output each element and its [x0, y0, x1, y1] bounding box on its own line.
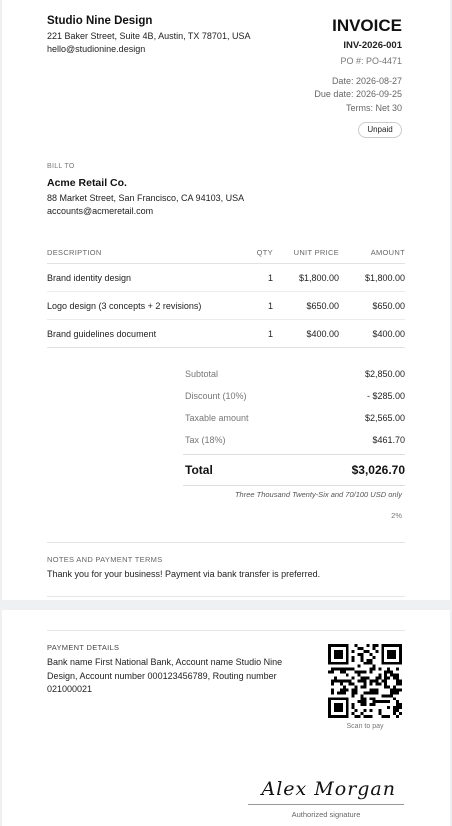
item-amount: $1,800.00 — [364, 273, 405, 283]
table-row — [47, 292, 405, 320]
discount-label: Discount (10%) — [185, 391, 247, 401]
payment-divider — [47, 630, 405, 631]
payment-terms: Terms: Net 30 — [345, 103, 402, 113]
item-description: Brand guidelines document — [47, 329, 157, 339]
grand-total-row — [183, 454, 405, 486]
company-name: Studio Nine Design — [47, 15, 153, 27]
header-description: DESCRIPTION — [47, 248, 102, 257]
line-items-table — [47, 240, 405, 348]
taxable-label: Taxable amount — [185, 413, 249, 423]
table-row — [47, 320, 405, 348]
amount-in-words: Three Thousand Twenty-Six and 70/100 USD only — [234, 490, 402, 499]
signature: Alex Morgan — [261, 778, 396, 800]
notes-label: NOTES AND PAYMENT TERMS — [47, 555, 163, 564]
invoice-date: Date: 2026-08-27 — [331, 76, 402, 86]
notes-divider — [47, 542, 405, 543]
signature-line — [248, 804, 404, 805]
item-qty: 1 — [267, 301, 273, 311]
taxable-row — [183, 408, 405, 430]
item-qty: 1 — [267, 329, 273, 339]
item-qty: 1 — [267, 273, 273, 283]
bill-to-address: 88 Market Street, San Francisco, CA 94103, USA — [47, 193, 245, 203]
total-label: Total — [185, 463, 213, 477]
invoice-page-1 — [2, 0, 450, 600]
invoice-number: INV-2026-001 — [343, 40, 402, 51]
due-date: Due date: 2026-09-25 — [314, 89, 402, 99]
notes-text: Thank you for your business! Payment via bank transfer is preferred. — [47, 569, 321, 579]
discount-row — [183, 386, 405, 408]
po-number: PO #: PO-4471 — [340, 56, 402, 66]
bill-to-label: BILL TO — [47, 163, 75, 170]
tax-value: $461.70 — [372, 435, 405, 445]
taxable-value: $2,565.00 — [364, 413, 405, 423]
bill-to-name: Acme Retail Co. — [47, 177, 127, 189]
header-amount: AMOUNT — [370, 248, 405, 257]
item-unit-price: $1,800.00 — [298, 273, 339, 283]
total-value: $3,026.70 — [351, 463, 405, 477]
page-bottom-divider — [47, 596, 405, 597]
tax-label: Tax (18%) — [185, 435, 226, 445]
subtotal-value: $2,850.00 — [364, 369, 405, 379]
signature-caption: Authorized signature — [291, 810, 361, 819]
tax-row — [183, 430, 405, 452]
qr-code-icon — [328, 644, 402, 718]
qr-caption: Scan to pay — [346, 723, 384, 730]
company-email: hello@studionine.design — [47, 44, 146, 54]
invoice-page-2 — [2, 610, 450, 826]
discount-value: - $285.00 — [366, 391, 405, 401]
table-row — [47, 264, 405, 292]
bill-to-email: accounts@acmeretail.com — [47, 206, 154, 216]
item-amount: $400.00 — [372, 329, 405, 339]
invoice-title: INVOICE — [332, 16, 402, 35]
item-unit-price: $400.00 — [306, 329, 339, 339]
item-description: Brand identity design — [47, 273, 132, 283]
item-unit-price: $650.00 — [306, 301, 339, 311]
header-unit-price: UNIT PRICE — [293, 248, 339, 257]
subtotal-label: Subtotal — [185, 369, 219, 379]
item-description: Logo design (3 concepts + 2 revisions) — [47, 301, 202, 311]
payment-details-text: Bank name First National Bank, Account name Studio Nine Design, Account number 000123456789, Routing number 021000021 — [47, 657, 283, 694]
percent-note: 2% — [391, 511, 402, 520]
subtotal-row — [183, 364, 405, 386]
header-qty: QTY — [256, 248, 273, 257]
table-header — [47, 240, 405, 264]
item-amount: $650.00 — [372, 301, 405, 311]
company-address: 221 Baker Street, Suite 4B, Austin, TX 78701, USA — [47, 31, 251, 41]
payment-details-label: PAYMENT DETAILS — [47, 643, 120, 652]
totals-summary — [183, 364, 405, 452]
status-badge: Unpaid — [358, 122, 402, 138]
